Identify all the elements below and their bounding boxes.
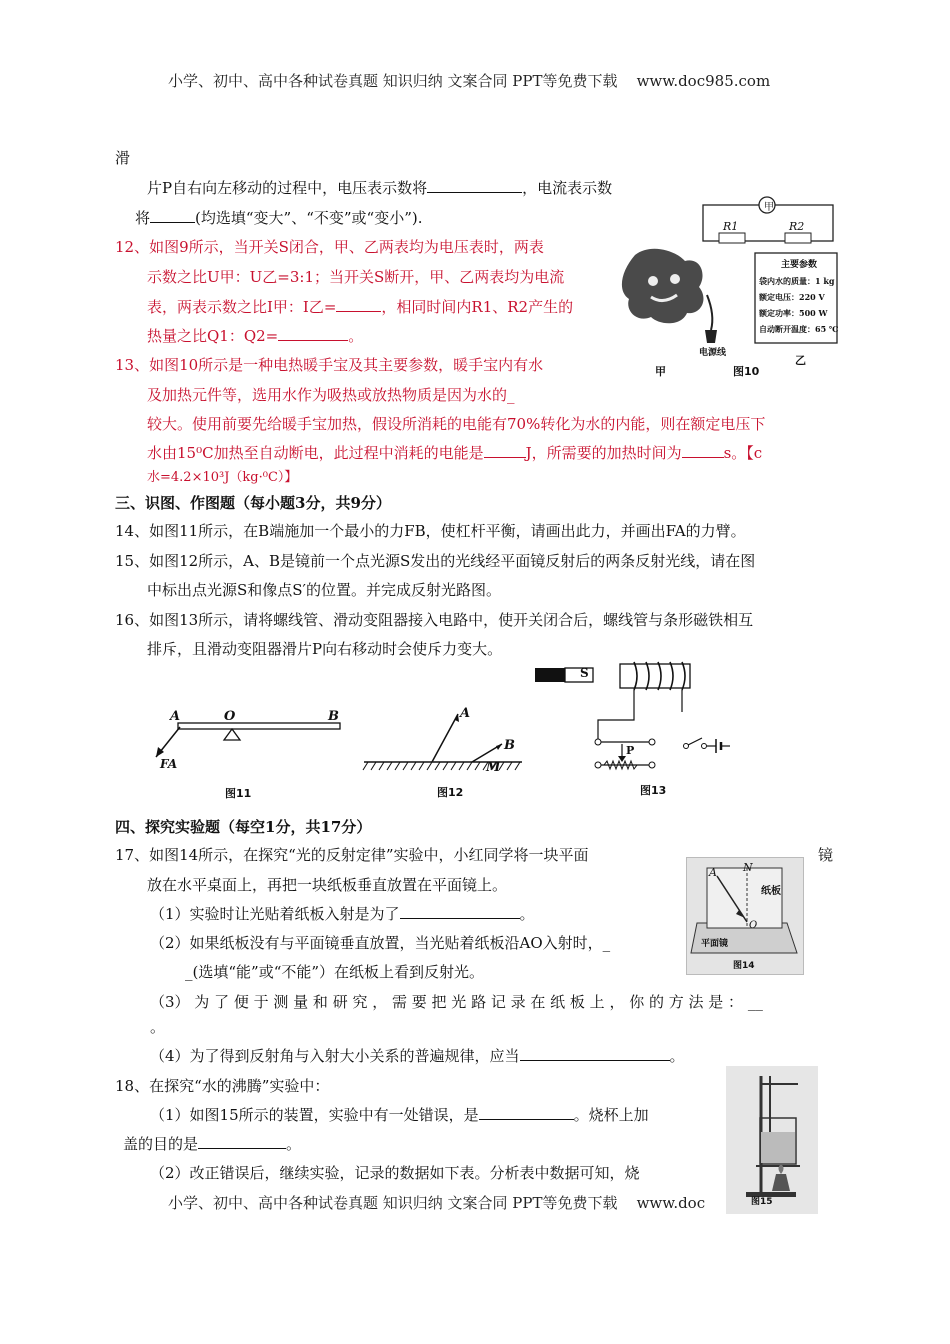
q17-part4: （4）为了得到反射角与入射大小关系的普遍规律，应当 。 (150, 1047, 685, 1065)
figure-12: A B M 图12 (362, 700, 532, 800)
q12-line2: 示数之比U甲：U乙=3:1；当开关S断开，甲、乙两表均为电流 (147, 268, 565, 286)
q18-part1-cont: 盖的目的是 。 (123, 1135, 302, 1153)
q15-line2: 中标出点光源S和像点S′的位置。并完成反射光路图。 (147, 581, 501, 599)
reflection-board (687, 858, 803, 974)
q17-line1: 17、如图14所示，在探究“光的反射定律”实验中，小红同学将一块平面 (115, 846, 589, 864)
solenoid-diagram (530, 660, 745, 800)
q18-part2: （2）改正错误后，继续实验，记录的数据如下表。分析表中数据可知，烧 (150, 1164, 640, 1182)
q11-line1: 片P自右向左移动的过程中，电压表示数将 ，电流表示数 (147, 179, 613, 197)
q17-part3: （3） 为 了 便 于 测 量 和 研 究 ， 需 要 把 光 路 记 录 在 纸 板 上 ， 你 的 方 法 是 ： __ (150, 993, 763, 1011)
q13-line2: 及加热元件等，选用水作为吸热或放热物质是因为水的_ (147, 386, 515, 404)
q12-line3: 表，两表示数之比I甲：I乙= ，相同时间内R1、R2产生的 (147, 298, 574, 316)
page-footer: 小学、初中、高中各种试卷真题 知识归纳 文案合同 PPT等免费下载 www.doc (168, 1194, 706, 1212)
figure-14: A N 纸板 O 平面镜 图14 (686, 857, 804, 975)
page-header: 小学、初中、高中各种试卷真题 知识归纳 文案合同 PPT等免费下载 www.doc985.com (168, 72, 771, 90)
q13-line5: 水=4.2×10³J（kg·⁰C）】 (147, 470, 298, 485)
figure-10: 甲 R1 R2 主要参数 袋内水的质量：1 kg 额定电压：220 V 额定功率：500 W 自动断开温度：65 ℃ 电源线 甲 乙 图10 (615, 195, 840, 385)
q17-part2: （2）如果纸板没有与平面镜垂直放置，当光贴着纸板沿AO入射时，_ (150, 934, 611, 952)
q11-line2: 将 (均选填“变大”、“不变”或“变小”). (135, 209, 423, 227)
figure-11: A O B FA 图11 (150, 705, 350, 800)
q14: 14、如图11所示，在B端施加一个最小的力FB，使杠杆平衡，请画出此力，并画出FA的力臂。 (115, 522, 746, 540)
q17-part2-cont: _(选填“能”或“不能”）在纸板上看到反射光。 (185, 963, 485, 981)
q12-line4: 热量之比Q1：Q2= 。 (147, 327, 364, 345)
q18-part1: （1）如图15所示的装置，实验中有一处错误，是 。烧杯上加 (150, 1106, 649, 1124)
q17-line1-tail: 镜 (818, 846, 834, 864)
q17-part1: （1）实验时让光贴着纸板入射是为了 。 (150, 905, 535, 923)
params-list: 袋内水的质量：1 kg 额定电压：220 V 额定功率：500 W 自动断开温度：65 ℃ (759, 276, 839, 334)
q13-line4: 水由15⁰C加热至自动断电，此过程中消耗的电能是 J，所需要的加热时间为 s。【c (147, 444, 763, 462)
q17-part3-cont: 。 (150, 1018, 166, 1036)
q16-line2: 排斥，且滑动变阻器滑片P向右移动时会使斥力变大。 (147, 640, 503, 658)
section-3-title: 三、识图、作图题（每小题3分，共9分） (115, 494, 391, 512)
q11-line0: 滑 (115, 149, 131, 167)
q13-line1: 13、如图10所示是一种电热暖手宝及其主要参数，暖手宝内有水 (115, 356, 544, 374)
q16-line1: 16、如图13所示，请将螺线管、滑动变阻器接入电路中，使开关闭合后，螺线管与条形磁铁相互 (115, 611, 754, 629)
q17-line2: 放在水平桌面上，再把一块纸板垂直放置在平面镜上。 (147, 876, 508, 894)
q13-line3: 较大。使用前要先给暖手宝加热，假设所消耗的电能有70%转化为水的内能，则在额定电压下 (147, 415, 766, 433)
q15-line1: 15、如图12所示，A、B是镜前一个点光源S发出的光线经平面镜反射后的两条反射光线，请在图 (115, 552, 756, 570)
boiling-apparatus (726, 1066, 818, 1214)
figure-15: 图15 (726, 1066, 818, 1214)
q18-line1: 18、在探究“水的沸腾”实验中： (115, 1077, 330, 1095)
q12-line1: 12、如图9所示，当开关S闭合，甲、乙两表均为电压表时，两表 (115, 238, 544, 256)
figure-13: S P 图13 (530, 660, 745, 800)
section-4-title: 四、探究实验题（每空1分，共17分） (115, 818, 372, 836)
